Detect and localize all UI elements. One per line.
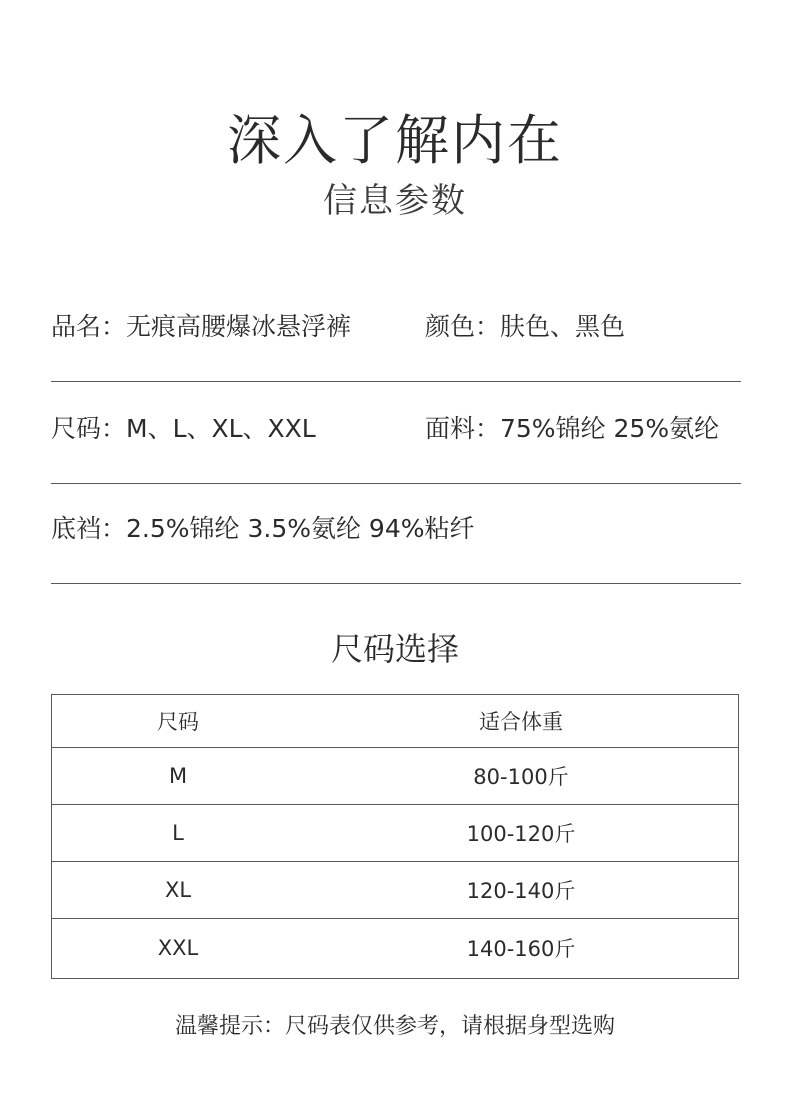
product-name: 品名：无痕高腰爆冰悬浮裤	[51, 312, 352, 341]
size-tip: 温馨提示：尺码表仅供参考，请根据身型选购	[174, 1014, 615, 1039]
size-cell: XXL	[157, 935, 199, 960]
product-sizes: 尺码：M、L、XL、XXL	[51, 414, 316, 443]
page-subtitle: 信息参数	[323, 181, 467, 221]
size-section-title: 尺码选择	[330, 630, 459, 668]
table-header-row	[52, 695, 738, 748]
weight-cell: 80-100斤	[473, 765, 569, 789]
product-color: 颜色：肤色、黑色	[425, 312, 626, 341]
size-cell: L	[172, 821, 184, 845]
weight-cell: 120-140斤	[466, 879, 576, 903]
page-title: 深入了解内在	[227, 109, 563, 172]
size-cell: XL	[164, 878, 192, 902]
table-row	[52, 919, 738, 976]
size-cell: M	[168, 764, 188, 788]
info-row-1	[51, 281, 741, 382]
column-header-weight: 适合体重	[479, 710, 563, 734]
column-header-size: 尺码	[157, 710, 199, 734]
weight-cell: 140-160斤	[466, 936, 576, 961]
product-fabric: 面料：75%锦纶 25%氨纶	[425, 414, 720, 443]
table-row	[52, 862, 738, 919]
info-row-3	[51, 483, 741, 584]
table-row	[52, 748, 738, 805]
size-table	[51, 694, 739, 979]
product-gusset: 底裆：2.5%锦纶 3.5%氨纶 94%粘纤	[51, 514, 475, 543]
weight-cell: 100-120斤	[466, 822, 576, 846]
info-row-2	[51, 383, 741, 484]
table-row	[52, 805, 738, 862]
